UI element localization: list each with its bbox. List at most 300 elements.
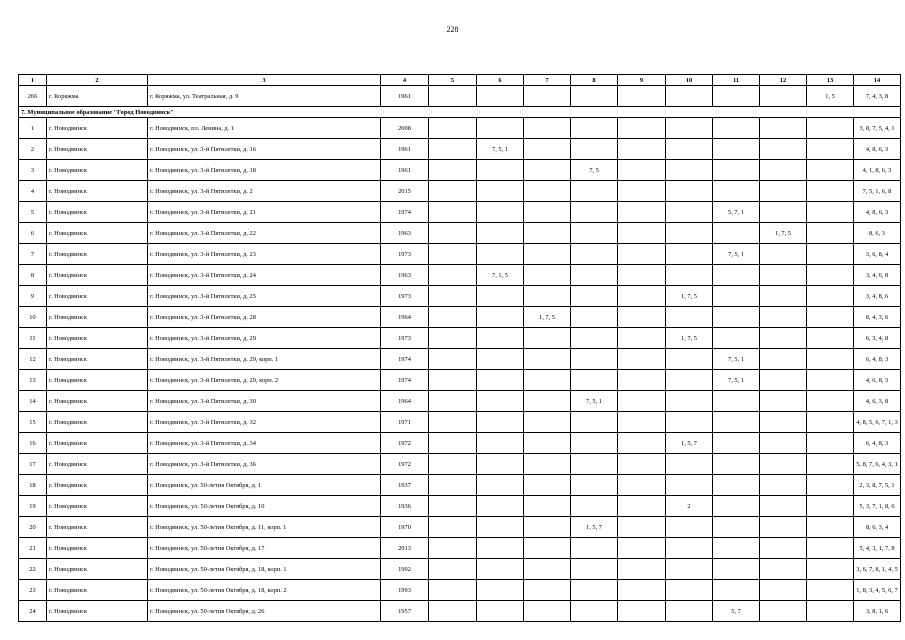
table-cell-col-12 xyxy=(760,265,807,286)
table-row xyxy=(19,475,901,496)
table-cell-col-13 xyxy=(807,223,854,244)
table-cell-col-2: г. Новодвинск xyxy=(47,475,148,496)
table-cell-col-9 xyxy=(618,202,666,223)
table-cell-col-10 xyxy=(666,559,713,580)
table-cell-col-13 xyxy=(807,538,854,559)
table-cell-col-5 xyxy=(429,328,477,349)
table-cell-col-6 xyxy=(477,370,524,391)
table-cell-col-14: 6, 4, 8, 3 xyxy=(854,433,901,454)
table-cell-col-9 xyxy=(618,286,666,307)
table-row xyxy=(19,433,901,454)
table-cell-col-14: 7, 4, 3, 8 xyxy=(854,86,901,107)
table-row xyxy=(19,181,901,202)
table-cell-col-6 xyxy=(477,160,524,181)
table-cell-col-7 xyxy=(524,202,571,223)
table-cell-col-11 xyxy=(713,181,760,202)
table-cell-col-10 xyxy=(666,139,713,160)
table-cell-col-14: 2, 3, 8, 7, 5, 1 xyxy=(854,475,901,496)
table-cell-col-2: г. Новодвинск xyxy=(47,286,148,307)
table-cell-col-10 xyxy=(666,601,713,622)
table-cell-col-11 xyxy=(713,265,760,286)
table-cell-col-4: 2008 xyxy=(381,118,429,139)
table-cell-col-1: 23 xyxy=(19,580,47,601)
table-cell-col-13 xyxy=(807,559,854,580)
table-cell-col-1: 12 xyxy=(19,349,47,370)
table-row xyxy=(19,286,901,307)
table-cell-col-4: 1973 xyxy=(381,286,429,307)
column-header: 1 xyxy=(19,75,47,86)
table-cell-col-6 xyxy=(477,307,524,328)
column-header: 11 xyxy=(713,75,760,86)
table-cell-col-6 xyxy=(477,475,524,496)
table-cell-col-13 xyxy=(807,181,854,202)
table-cell-col-9 xyxy=(618,118,666,139)
table-cell-col-1: 21 xyxy=(19,538,47,559)
table-cell-col-7 xyxy=(524,412,571,433)
table-cell-col-1: 266 xyxy=(19,86,47,107)
table-cell-col-10: 1, 7, 5 xyxy=(666,328,713,349)
table-cell-col-4: 1964 xyxy=(381,307,429,328)
table-cell-col-11: 7, 5, 1 xyxy=(713,370,760,391)
table-row xyxy=(19,244,901,265)
table-row xyxy=(19,370,901,391)
table-cell-col-2: г. Новодвинск xyxy=(47,223,148,244)
table-cell-col-2: г. Новодвинск xyxy=(47,160,148,181)
table-cell-col-5 xyxy=(429,118,477,139)
section-title: 7. Муниципальное образование "Город Новодвинск" xyxy=(19,107,901,118)
table-cell-col-13 xyxy=(807,202,854,223)
table-cell-col-13 xyxy=(807,601,854,622)
table-cell-col-7 xyxy=(524,391,571,412)
table-row xyxy=(19,139,901,160)
table-cell-col-3: г. Новодвинск, ул. 3-й Пятилетки, д. 28 xyxy=(148,307,381,328)
table-cell-col-8 xyxy=(571,202,618,223)
table-row xyxy=(19,349,901,370)
table-cell-col-3: г. Новодвинск, ул. 50-летия Октября, д. 18, корп. 1 xyxy=(148,559,381,580)
table-cell-col-12 xyxy=(760,454,807,475)
table-cell-col-3: г. Коряжма, ул. Театральная, д. 9 xyxy=(148,86,381,107)
column-header: 14 xyxy=(854,75,901,86)
table-cell-col-2: г. Новодвинск xyxy=(47,307,148,328)
table-cell-col-10 xyxy=(666,517,713,538)
table-cell-col-12 xyxy=(760,349,807,370)
table-cell-col-7 xyxy=(524,454,571,475)
page-number: 228 xyxy=(446,25,459,34)
table-cell-col-4: 1937 xyxy=(381,475,429,496)
table-cell-col-13 xyxy=(807,286,854,307)
table-cell-col-7 xyxy=(524,517,571,538)
column-header: 8 xyxy=(571,75,618,86)
table-cell-col-3: г. Новодвинск, ул. 3-й Пятилетки, д. 25 xyxy=(148,286,381,307)
table-cell-col-3: г. Новодвинск, ул. 3-й Пятилетки, д. 16 xyxy=(148,139,381,160)
table-cell-col-4: 1963 xyxy=(381,265,429,286)
table-cell-col-4: 1963 xyxy=(381,223,429,244)
table-cell-col-7 xyxy=(524,118,571,139)
table-cell-col-13 xyxy=(807,433,854,454)
table-cell-col-5 xyxy=(429,538,477,559)
table-cell-col-7 xyxy=(524,496,571,517)
table-cell-col-6 xyxy=(477,118,524,139)
table-cell-col-12 xyxy=(760,286,807,307)
table-cell-col-6 xyxy=(477,433,524,454)
table-cell-col-1: 7 xyxy=(19,244,47,265)
table-cell-col-2: г. Новодвинск xyxy=(47,349,148,370)
table-cell-col-10 xyxy=(666,265,713,286)
table-cell-col-14: 5, 4, 3, 1, 7, 8 xyxy=(854,538,901,559)
table-cell-col-9 xyxy=(618,181,666,202)
table-cell-col-1: 14 xyxy=(19,391,47,412)
table-cell-col-6 xyxy=(477,349,524,370)
table-cell-col-6 xyxy=(477,517,524,538)
table-cell-col-10 xyxy=(666,454,713,475)
column-header: 12 xyxy=(760,75,807,86)
table-cell-col-6: 7, 5, 1 xyxy=(477,139,524,160)
table-cell-col-5 xyxy=(429,86,477,107)
table-cell-col-5 xyxy=(429,580,477,601)
table-cell-col-10 xyxy=(666,538,713,559)
table-cell-col-9 xyxy=(618,559,666,580)
table-cell-col-9 xyxy=(618,86,666,107)
table-cell-col-13 xyxy=(807,139,854,160)
table-cell-col-12 xyxy=(760,160,807,181)
table-cell-col-8 xyxy=(571,475,618,496)
table-cell-col-4: 2015 xyxy=(381,181,429,202)
table-cell-col-10 xyxy=(666,580,713,601)
table-cell-col-11: 5, 7, 1 xyxy=(713,202,760,223)
table-cell-col-8 xyxy=(571,118,618,139)
table-cell-col-12 xyxy=(760,433,807,454)
table-cell-col-11 xyxy=(713,475,760,496)
table-cell-col-14: 3, 8, 7, 5, 4, 1 xyxy=(854,118,901,139)
table-cell-col-10 xyxy=(666,202,713,223)
table-cell-col-3: г. Новодвинск, ул. 50-летия Октября, д. 18, корп. 2 xyxy=(148,580,381,601)
table-row xyxy=(19,328,901,349)
table-cell-col-7 xyxy=(524,349,571,370)
table-row xyxy=(19,538,901,559)
table-cell-col-14: 5, 8, 7, 6, 4, 3, 1 xyxy=(854,454,901,475)
table-cell-col-1: 11 xyxy=(19,328,47,349)
table-cell-col-4: 1964 xyxy=(381,391,429,412)
table-cell-col-11 xyxy=(713,559,760,580)
table-cell-col-5 xyxy=(429,139,477,160)
table-cell-col-11 xyxy=(713,139,760,160)
table-cell-col-4: 1974 xyxy=(381,370,429,391)
table-cell-col-10: 2 xyxy=(666,496,713,517)
table-cell-col-13 xyxy=(807,580,854,601)
table-cell-col-1: 10 xyxy=(19,307,47,328)
table-cell-col-14: 6, 4, 8, 3 xyxy=(854,349,901,370)
table-cell-col-4: 2013 xyxy=(381,538,429,559)
table-cell-col-14: 8, 4, 3, 6 xyxy=(854,307,901,328)
table-cell-col-8 xyxy=(571,559,618,580)
table-cell-col-10 xyxy=(666,160,713,181)
table-cell-col-2: г. Новодвинск xyxy=(47,601,148,622)
table-cell-col-8 xyxy=(571,349,618,370)
table-cell-col-8 xyxy=(571,286,618,307)
table-cell-col-1: 18 xyxy=(19,475,47,496)
table-cell-col-11 xyxy=(713,86,760,107)
table-cell-col-4: 1973 xyxy=(381,328,429,349)
table-cell-col-14: 7, 5, 1, 6, 8 xyxy=(854,181,901,202)
table-cell-col-10 xyxy=(666,86,713,107)
table-cell-col-2: г. Новодвинск xyxy=(47,265,148,286)
table-cell-col-8 xyxy=(571,328,618,349)
table-cell-col-3: г. Новодвинск, ул. 50-летия Октября, д. 1 xyxy=(148,475,381,496)
table-cell-col-1: 16 xyxy=(19,433,47,454)
table-cell-col-8 xyxy=(571,601,618,622)
table-row xyxy=(19,118,901,139)
table-cell-col-2: г. Новодвинск xyxy=(47,412,148,433)
table-cell-col-14: 8, 6, 3, 4 xyxy=(854,517,901,538)
table-cell-col-3: г. Новодвинск, ул. 3-й Пятилетки, д. 24 xyxy=(148,265,381,286)
table-cell-col-7 xyxy=(524,559,571,580)
table-cell-col-5 xyxy=(429,517,477,538)
table-cell-col-2: г. Новодвинск xyxy=(47,118,148,139)
table-cell-col-1: 1 xyxy=(19,118,47,139)
table-cell-col-12 xyxy=(760,202,807,223)
table-row xyxy=(19,454,901,475)
table-cell-col-12 xyxy=(760,139,807,160)
table-cell-col-3: г. Новодвинск, ул. 3-й Пятилетки, д. 29, корп. 1 xyxy=(148,349,381,370)
table-cell-col-8 xyxy=(571,223,618,244)
table-cell-col-3: г. Новодвинск, ул. 3-й Пятилетки, д. 32 xyxy=(148,412,381,433)
table-cell-col-13 xyxy=(807,475,854,496)
table-cell-col-8: 7, 5, 1 xyxy=(571,391,618,412)
table-cell-col-7 xyxy=(524,139,571,160)
table-cell-col-12: 1, 7, 5 xyxy=(760,223,807,244)
table-cell-col-6 xyxy=(477,328,524,349)
table-cell-col-12 xyxy=(760,517,807,538)
table-cell-col-5 xyxy=(429,286,477,307)
table-cell-col-5 xyxy=(429,265,477,286)
table-cell-col-11 xyxy=(713,433,760,454)
table-cell-col-7 xyxy=(524,265,571,286)
table-cell-col-12 xyxy=(760,496,807,517)
table-cell-col-14: 4, 6, 3, 8 xyxy=(854,391,901,412)
table-cell-col-9 xyxy=(618,517,666,538)
table-cell-col-10 xyxy=(666,475,713,496)
table-cell-col-11: 5, 7 xyxy=(713,601,760,622)
table-cell-col-14: 4, 8, 5, 6, 7, 1, 3 xyxy=(854,412,901,433)
table-cell-col-9 xyxy=(618,244,666,265)
table-cell-col-11 xyxy=(713,160,760,181)
table-cell-col-13 xyxy=(807,328,854,349)
table-cell-col-4: 1993 xyxy=(381,580,429,601)
table-row xyxy=(19,601,901,622)
table-cell-col-14: 4, 8, 6, 3 xyxy=(854,139,901,160)
table-cell-col-13 xyxy=(807,370,854,391)
table-row xyxy=(19,202,901,223)
table-cell-col-5 xyxy=(429,496,477,517)
table-cell-col-4: 1957 xyxy=(381,601,429,622)
table-cell-col-3: г. Новодвинск, ул. 3-й Пятилетки, д. 21 xyxy=(148,202,381,223)
table-cell-col-10: 1, 7, 5 xyxy=(666,286,713,307)
table-cell-col-6 xyxy=(477,496,524,517)
table-cell-col-11 xyxy=(713,328,760,349)
table-cell-col-7 xyxy=(524,244,571,265)
table-cell-col-2: г. Новодвинск xyxy=(47,454,148,475)
table-cell-col-8 xyxy=(571,139,618,160)
table-cell-col-14: 4, 8, 6, 3 xyxy=(854,202,901,223)
table-cell-col-8 xyxy=(571,496,618,517)
table-cell-col-2: г. Новодвинск xyxy=(47,433,148,454)
table-cell-col-12 xyxy=(760,181,807,202)
table-cell-col-4: 1973 xyxy=(381,244,429,265)
table-cell-col-7 xyxy=(524,181,571,202)
table-cell-col-13 xyxy=(807,391,854,412)
table-cell-col-6 xyxy=(477,181,524,202)
table-cell-col-8 xyxy=(571,454,618,475)
table-cell-col-2: г. Новодвинск xyxy=(47,370,148,391)
table-cell-col-6 xyxy=(477,202,524,223)
buildings-table xyxy=(18,74,901,622)
table-cell-col-6 xyxy=(477,580,524,601)
table-cell-col-13 xyxy=(807,265,854,286)
table-cell-col-13 xyxy=(807,349,854,370)
table-cell-col-11 xyxy=(713,307,760,328)
table-cell-col-7 xyxy=(524,328,571,349)
table-cell-col-4: 1992 xyxy=(381,559,429,580)
table-cell-col-1: 6 xyxy=(19,223,47,244)
table-cell-col-1: 3 xyxy=(19,160,47,181)
table-cell-col-5 xyxy=(429,160,477,181)
table-body xyxy=(19,75,901,622)
table-cell-col-13 xyxy=(807,118,854,139)
table-cell-col-10: 1, 5, 7 xyxy=(666,433,713,454)
section-row xyxy=(19,107,901,118)
table-cell-col-6 xyxy=(477,538,524,559)
table-cell-col-4: 1974 xyxy=(381,349,429,370)
table-cell-col-5 xyxy=(429,223,477,244)
table-cell-col-14: 4, 1, 8, 6, 3 xyxy=(854,160,901,181)
table-cell-col-5 xyxy=(429,559,477,580)
table-cell-col-3: г. Новодвинск, ул. 3-й Пятилетки, д. 2 xyxy=(148,181,381,202)
table-cell-col-12 xyxy=(760,118,807,139)
table-cell-col-14: 3, 6, 7, 8, 1, 4, 5 xyxy=(854,559,901,580)
table-cell-col-14: 3, 8, 1, 6 xyxy=(854,601,901,622)
table-cell-col-7 xyxy=(524,538,571,559)
table-cell-col-7 xyxy=(524,160,571,181)
table-cell-col-1: 2 xyxy=(19,139,47,160)
table-cell-col-7 xyxy=(524,580,571,601)
table-cell-col-5 xyxy=(429,412,477,433)
table-cell-col-1: 8 xyxy=(19,265,47,286)
column-header: 2 xyxy=(47,75,148,86)
table-cell-col-13 xyxy=(807,160,854,181)
column-header: 5 xyxy=(429,75,477,86)
column-header: 3 xyxy=(148,75,381,86)
table-cell-col-6 xyxy=(477,391,524,412)
table-cell-col-14: 8, 6, 3 xyxy=(854,223,901,244)
table-cell-col-14: 6, 3, 4, 8 xyxy=(854,328,901,349)
table-cell-col-13 xyxy=(807,307,854,328)
table-cell-col-8 xyxy=(571,412,618,433)
table-row xyxy=(19,307,901,328)
table-cell-col-11 xyxy=(713,517,760,538)
table-cell-col-1: 4 xyxy=(19,181,47,202)
table-cell-col-9 xyxy=(618,307,666,328)
table-cell-col-6 xyxy=(477,223,524,244)
table-cell-col-5 xyxy=(429,475,477,496)
table-cell-col-13 xyxy=(807,496,854,517)
table-cell-col-2: г. Новодвинск xyxy=(47,496,148,517)
table-cell-col-4: 1970 xyxy=(381,517,429,538)
table-cell-col-10 xyxy=(666,244,713,265)
table-cell-col-4: 1972 xyxy=(381,454,429,475)
table-cell-col-4: 1961 xyxy=(381,160,429,181)
table-cell-col-10 xyxy=(666,412,713,433)
table-cell-col-11: 7, 5, 1 xyxy=(713,244,760,265)
table-cell-col-4: 1961 xyxy=(381,86,429,107)
table-cell-col-11 xyxy=(713,496,760,517)
table-cell-col-7 xyxy=(524,286,571,307)
table-cell-col-12 xyxy=(760,328,807,349)
table-cell-col-9 xyxy=(618,496,666,517)
table-cell-col-11 xyxy=(713,454,760,475)
table-cell-col-10 xyxy=(666,118,713,139)
table-cell-col-12 xyxy=(760,370,807,391)
table-cell-col-7 xyxy=(524,86,571,107)
table-cell-col-2: г. Новодвинск xyxy=(47,244,148,265)
table-cell-col-1: 13 xyxy=(19,370,47,391)
table-cell-col-14: 4, 6, 8, 3 xyxy=(854,370,901,391)
table-cell-col-7 xyxy=(524,223,571,244)
table-cell-col-12 xyxy=(760,86,807,107)
table-cell-col-10 xyxy=(666,181,713,202)
table-cell-col-3: г. Новодвинск, ул. 3-й Пятилетки, д. 22 xyxy=(148,223,381,244)
table-cell-col-4: 1936 xyxy=(381,496,429,517)
table-cell-col-2: г. Новодвинск xyxy=(47,328,148,349)
table-cell-col-14: 3, 4, 8, 6 xyxy=(854,286,901,307)
table-cell-col-13 xyxy=(807,412,854,433)
table-cell-col-3: г. Новодвинск, ул. 50-летия Октября, д. 26 xyxy=(148,601,381,622)
table-cell-col-12 xyxy=(760,244,807,265)
table-row xyxy=(19,580,901,601)
table-cell-col-9 xyxy=(618,433,666,454)
table-cell-col-3: г. Новодвинск, ул. 3-й Пятилетки, д. 29, корп. 2 xyxy=(148,370,381,391)
table-row xyxy=(19,265,901,286)
table-cell-col-9 xyxy=(618,391,666,412)
table-cell-col-12 xyxy=(760,601,807,622)
table-cell-col-9 xyxy=(618,160,666,181)
table-cell-col-13 xyxy=(807,244,854,265)
table-cell-col-12 xyxy=(760,538,807,559)
table-cell-col-8 xyxy=(571,265,618,286)
column-header: 10 xyxy=(666,75,713,86)
table-cell-col-3: г. Новодвинск, пл. Ленина, д. 1 xyxy=(148,118,381,139)
table-cell-col-9 xyxy=(618,475,666,496)
table-cell-col-4: 1971 xyxy=(381,412,429,433)
table-cell-col-11: 7, 5, 1 xyxy=(713,349,760,370)
table-cell-col-6 xyxy=(477,244,524,265)
table-cell-col-3: г. Новодвинск, ул. 50-летия Октября, д. 11, корп. 1 xyxy=(148,517,381,538)
table-cell-col-12 xyxy=(760,559,807,580)
table-cell-col-14: 3, 4, 6, 8 xyxy=(854,265,901,286)
table-cell-col-10 xyxy=(666,370,713,391)
table-cell-col-1: 20 xyxy=(19,517,47,538)
table-cell-col-5 xyxy=(429,454,477,475)
table-cell-col-1: 5 xyxy=(19,202,47,223)
table-cell-col-3: г. Новодвинск, ул. 3-й Пятилетки, д. 30 xyxy=(148,391,381,412)
table-cell-col-5 xyxy=(429,391,477,412)
table-cell-col-4: 1972 xyxy=(381,433,429,454)
table-cell-col-2: г. Новодвинск xyxy=(47,559,148,580)
table-cell-col-11 xyxy=(713,538,760,559)
table-cell-col-9 xyxy=(618,580,666,601)
table-cell-col-1: 15 xyxy=(19,412,47,433)
table-cell-col-9 xyxy=(618,412,666,433)
table-cell-col-11 xyxy=(713,223,760,244)
